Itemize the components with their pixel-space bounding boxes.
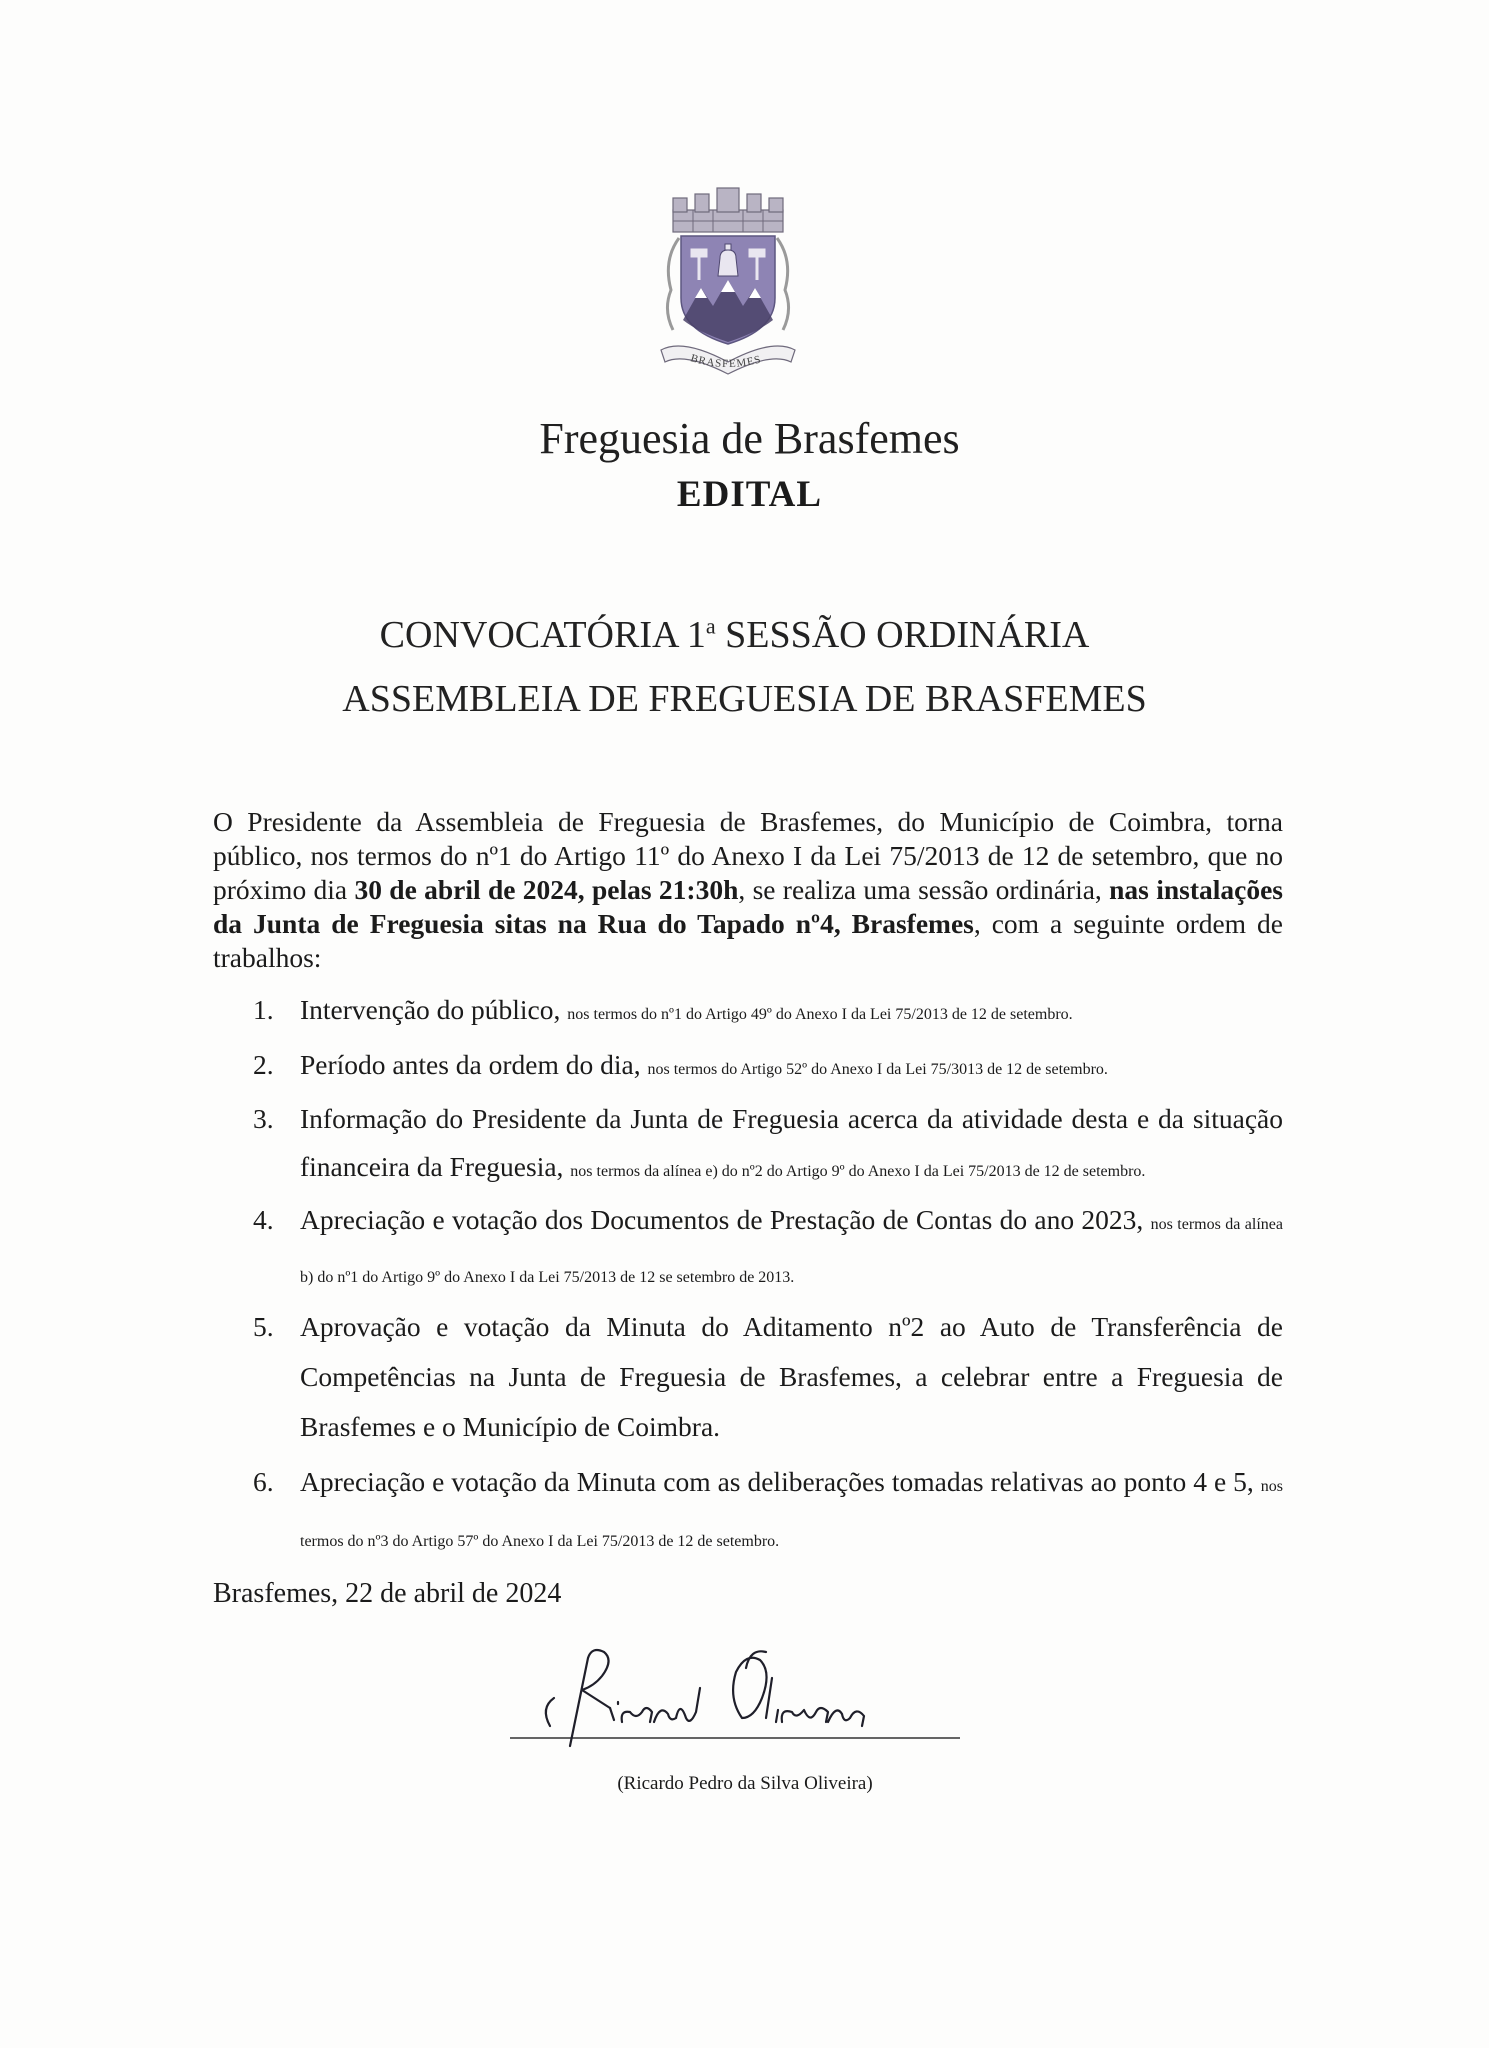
intro-text-1: O Presidente da Assembleia de Freguesia de Brasfemes, do Município de Coimbra, torna público, nos termos do nº1 do Artigo 11º do Anexo I da Lei 75/2013 de 12 de setembro, que no próximo dia: [213, 806, 1283, 905]
convocation-title-part2: SESSÃO ORDINÁRIA: [715, 614, 1090, 656]
agenda-item-text: Período antes da ordem do dia,: [300, 1049, 648, 1080]
intro-paragraph: [213, 805, 1283, 975]
handwritten-signature: [510, 1638, 980, 1758]
agenda-item-number: 1.: [253, 994, 274, 1025]
convocation-title-part1: CONVOCATÓRIA 1: [379, 614, 706, 656]
crest-motto: BRASFEMES: [689, 352, 763, 371]
agenda-item-reference: nos termos do Artigo 52º do Anexo I da Lei 75/3013 de 12 de setembro.: [647, 1061, 1108, 1078]
signer-name: (Ricardo Pedro da Silva Oliveira): [617, 1773, 873, 1794]
agenda-item-reference: nos termos do nº3 do Artigo 57º do Anexo I da Lei 75/2013 de 12 de setembro.: [300, 1478, 1283, 1550]
agenda-item: [243, 1095, 1283, 1196]
agenda-item-reference: nos termos da alínea b) do nº1 do Artigo 9º do Anexo I da Lei 75/2013 de 12 se setembro de 2013.: [300, 1216, 1283, 1286]
agenda-item-text: Aprovação e votação da Minuta do Aditamento nº2 ao Auto de Transferência de Competências na Junta de Freguesia de Brasfemes, a celebrar entre a Freguesia de Brasfemes e o Município de Coimbra.: [300, 1311, 1283, 1442]
ordinal-superscript: a: [705, 613, 716, 639]
agenda-list: [243, 985, 1283, 1567]
agenda-item-number: 6.: [253, 1466, 274, 1497]
agenda-item-reference: nos termos do nº1 do Artigo 49º do Anexo I da Lei 75/2013 de 12 de setembro.: [567, 1006, 1073, 1023]
place-and-date: Brasfemes, 22 de abril de 2024: [213, 1578, 562, 1609]
intro-text-2: , se realiza uma sessão ordinária,: [738, 874, 1110, 905]
agenda-item-text: Apreciação e votação da Minuta com as deliberações tomadas relativas ao ponto 4 e 5,: [300, 1466, 1261, 1497]
agenda-item-number: 3.: [253, 1103, 274, 1134]
coat-of-arms-logo: [643, 180, 813, 380]
agenda-item: [243, 1196, 1283, 1302]
agenda-item-reference: nos termos da alínea e) do nº2 do Artigo 9º do Anexo I da Lei 75/2013 de 12 de setembro.: [570, 1163, 1146, 1180]
meeting-location: nas instalações da Junta de Freguesia sitas na Rua do Tapado nº4, Brasfemes: [213, 874, 1284, 939]
agenda-item-number: 2.: [253, 1049, 274, 1080]
agenda-item: [243, 1040, 1283, 1095]
agenda-item-text: Apreciação e votação dos Documentos de Prestação de Contas do ano 2023,: [300, 1204, 1151, 1235]
agenda-item-number: 5.: [253, 1311, 274, 1342]
agenda-item-text: Informação do Presidente da Junta de Freguesia acerca da atividade desta e da situação financeira da Freguesia,: [300, 1103, 1283, 1182]
agenda-item: [243, 1457, 1283, 1567]
convocation-title: [0, 613, 1489, 657]
assembly-title: ASSEMBLEIA DE FREGUESIA DE BRASFEMES: [342, 678, 1147, 720]
intro-text-3: , com a seguinte ordem de trabalhos:: [213, 908, 1284, 973]
document-type: EDITAL: [676, 474, 823, 515]
organization-name: Freguesia de Brasfemes: [539, 414, 960, 463]
meeting-date-time: 30 de abril de 2024, pelas 21:30h: [354, 874, 739, 905]
agenda-item-text: Intervenção do público,: [300, 994, 568, 1025]
agenda-item: [243, 1302, 1283, 1457]
agenda-item-number: 4.: [253, 1204, 274, 1235]
agenda-item: [243, 985, 1283, 1040]
